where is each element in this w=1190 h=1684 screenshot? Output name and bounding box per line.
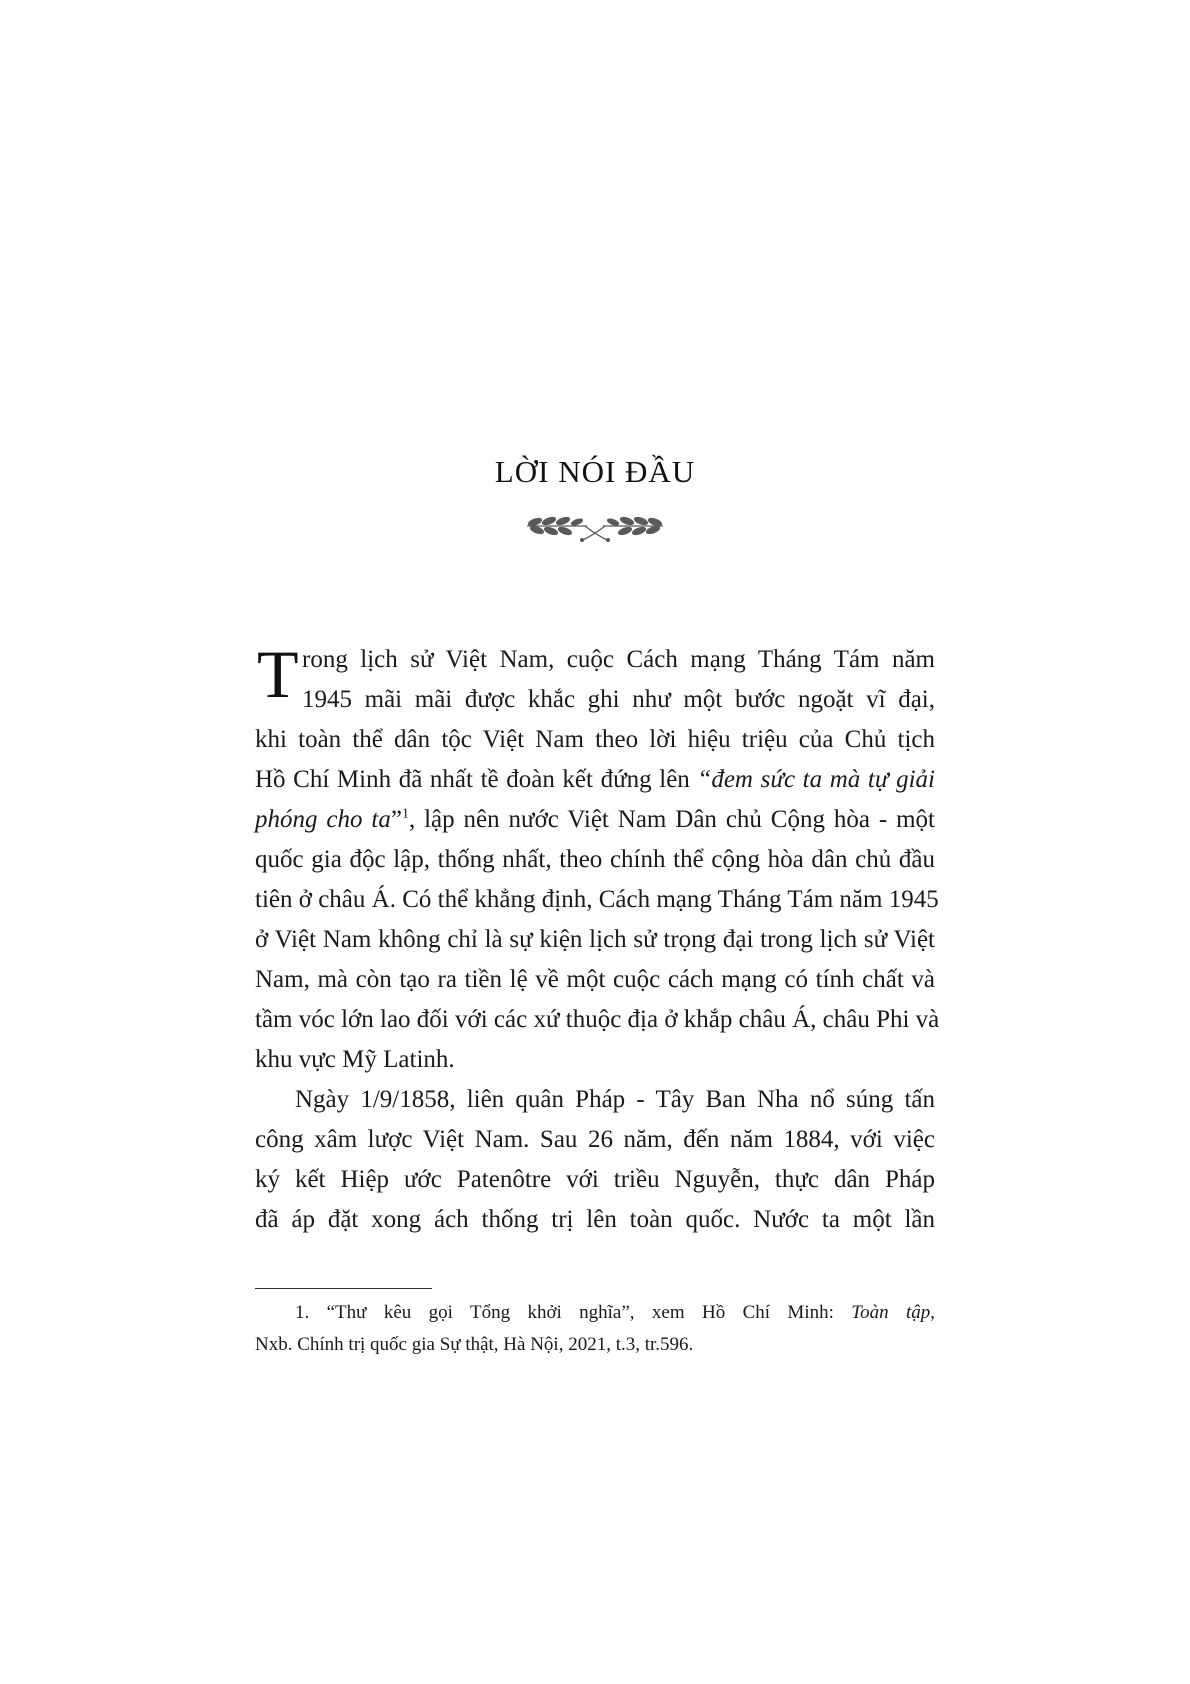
paragraph-line: tầm vóc lớn lao đối với các xứ thuộc địa ở khắp châu Á, châu Phi và — [255, 1006, 940, 1033]
paragraph-line: đã áp đặt xong ách thống trị lên toàn quốc. Nước ta một lần — [255, 1206, 935, 1233]
paragraph-line — [255, 800, 935, 840]
text-run: , — [930, 1302, 935, 1323]
text-run: 1. “Thư kêu gọi Tổng khởi nghĩa”, xem Hồ Chí Minh: — [295, 1302, 852, 1323]
drop-cap: T — [257, 636, 299, 712]
footnote — [255, 1297, 935, 1361]
paragraph-line: Ngày 1/9/1858, liên quân Pháp - Tây Ban Nha nổ súng tấn — [295, 1086, 935, 1113]
quote-italic: phóng cho ta — [255, 806, 391, 833]
paragraph-line: ở Việt Nam không chỉ là sự kiện lịch sử trọng đại trong lịch sử Việt — [255, 926, 935, 953]
paragraph-line: tiên ở châu Á. Có thể khẳng định, Cách mạng Tháng Tám năm 1945 — [255, 886, 939, 913]
text-run: , lập nên nước Việt Nam Dân chủ Cộng hòa - một — [408, 806, 935, 833]
book-title-italic: Toàn tập — [851, 1302, 931, 1323]
footnote-divider — [255, 1288, 432, 1289]
paragraph-line: Nam, mà còn tạo ra tiền lệ về một cuộc cách mạng có tính chất và — [255, 966, 935, 993]
body-text — [255, 636, 940, 1240]
paragraph-line: ký kết Hiệp ước Patenôtre với triều Nguyễn, thực dân Pháp — [255, 1166, 935, 1193]
paragraph-line: rong lịch sử Việt Nam, cuộc Cách mạng Tháng Tám năm — [302, 646, 935, 673]
page-title: LỜI NÓI ĐẦU — [494, 454, 696, 489]
footnote-ref-link[interactable]: 1 — [401, 806, 409, 822]
quote-italic: “đem sức ta mà tự giải — [697, 766, 935, 793]
paragraph-line: khi toàn thể dân tộc Việt Nam theo lời hiệu triệu của Chủ tịch — [255, 726, 935, 753]
text-run: Hồ Chí Minh đã nhất tề đoàn kết đứng lên — [255, 766, 698, 793]
footnote-line — [255, 1297, 935, 1329]
paragraph-line — [255, 760, 935, 800]
paragraph-line: công xâm lược Việt Nam. Sau 26 năm, đến năm 1884, với việc — [255, 1126, 935, 1153]
paragraph-line: quốc gia độc lập, thống nhất, theo chính thể cộng hòa dân chủ đầu — [255, 846, 935, 873]
paragraph-line: 1945 mãi mãi được khắc ghi như một bước ngoặt vĩ đại, — [302, 686, 935, 713]
footnote-line: Nxb. Chính trị quốc gia Sự thật, Hà Nội, 2021, t.3, tr.596. — [255, 1334, 694, 1355]
close-quote: ” — [390, 806, 402, 833]
laurel-branch-ornament-icon — [525, 512, 665, 544]
paragraph-line: khu vực Mỹ Latinh. — [255, 1046, 455, 1073]
